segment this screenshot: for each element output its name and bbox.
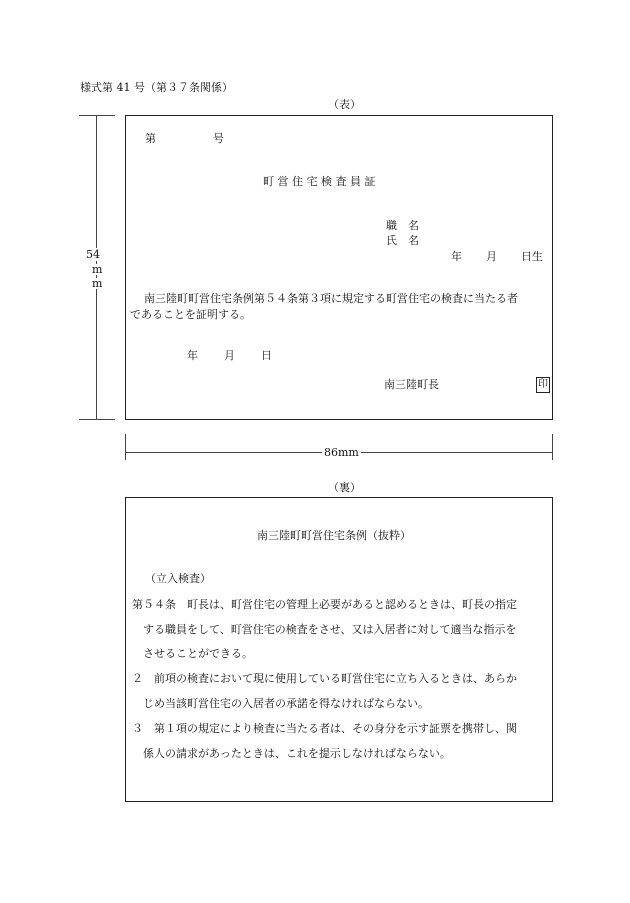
back-label: （裏）: [328, 481, 361, 494]
front-card: [125, 115, 553, 420]
height-dimension-unit-2: m: [92, 277, 103, 290]
front-label: （表）: [328, 98, 361, 111]
ordinance-line: ３ 第１項の規定により検査に当たる者は、その身分を示す証票を携帯し、関: [132, 722, 517, 735]
height-dimension-bottom-line: [79, 419, 115, 420]
birth-year: 年: [451, 250, 462, 263]
ordinance-line: させることができる。: [132, 647, 253, 660]
birth-day: 日生: [521, 250, 543, 263]
width-dimension-value: 86mm: [324, 446, 359, 459]
certification-line-2: であることを証明する。: [130, 308, 251, 321]
number-suffix: 号: [213, 132, 224, 145]
birth-month: 月: [486, 250, 497, 263]
ordinance-line: じめ当該町営住宅の入居者の承諾を得なければならない。: [132, 697, 429, 710]
ordinance-line: 係人の請求があったときは、これを提示しなければならない。: [132, 747, 451, 760]
height-dimension-unit-1: m: [92, 263, 103, 276]
section-heading: （立入検査）: [145, 572, 211, 585]
issuer-title: 南三陸町長: [384, 378, 439, 391]
card-title: 町 営 住 宅 検 査 員 証: [263, 175, 376, 188]
ordinance-line: する職員をして、町営住宅の検査をさせ、又は入居者に対して適当な指示を: [132, 623, 517, 636]
issue-date-day: 日: [261, 349, 272, 362]
position-label: 職 名: [386, 219, 419, 232]
number-prefix: 第: [145, 132, 156, 145]
width-dimension-right-tick: [552, 434, 553, 460]
height-dimension-top-line: [79, 115, 115, 116]
form-title: 様式第 41 号（第３７条関係）: [80, 81, 233, 94]
ordinance-line: 第５４条 町長は、町営住宅の管理上必要があると認めるときは、町長の指定: [132, 598, 517, 611]
ordinance-line: ２ 前項の検査において現に使用している町営住宅に立ち入るときは、あらか: [132, 672, 517, 685]
certification-line-1: 南三陸町町営住宅条例第５４条第３項に規定する町営住宅の検査に当たる者: [144, 292, 518, 305]
seal-mark: 印: [536, 377, 550, 393]
ordinance-title: 南三陸町町営住宅条例（抜粋）: [257, 529, 411, 542]
height-dimension-value: 54: [86, 248, 100, 261]
issue-date-year: 年: [187, 349, 198, 362]
name-label: 氏 名: [386, 234, 419, 247]
width-dimension-left-tick: [125, 434, 126, 460]
issue-date-month: 月: [224, 349, 235, 362]
